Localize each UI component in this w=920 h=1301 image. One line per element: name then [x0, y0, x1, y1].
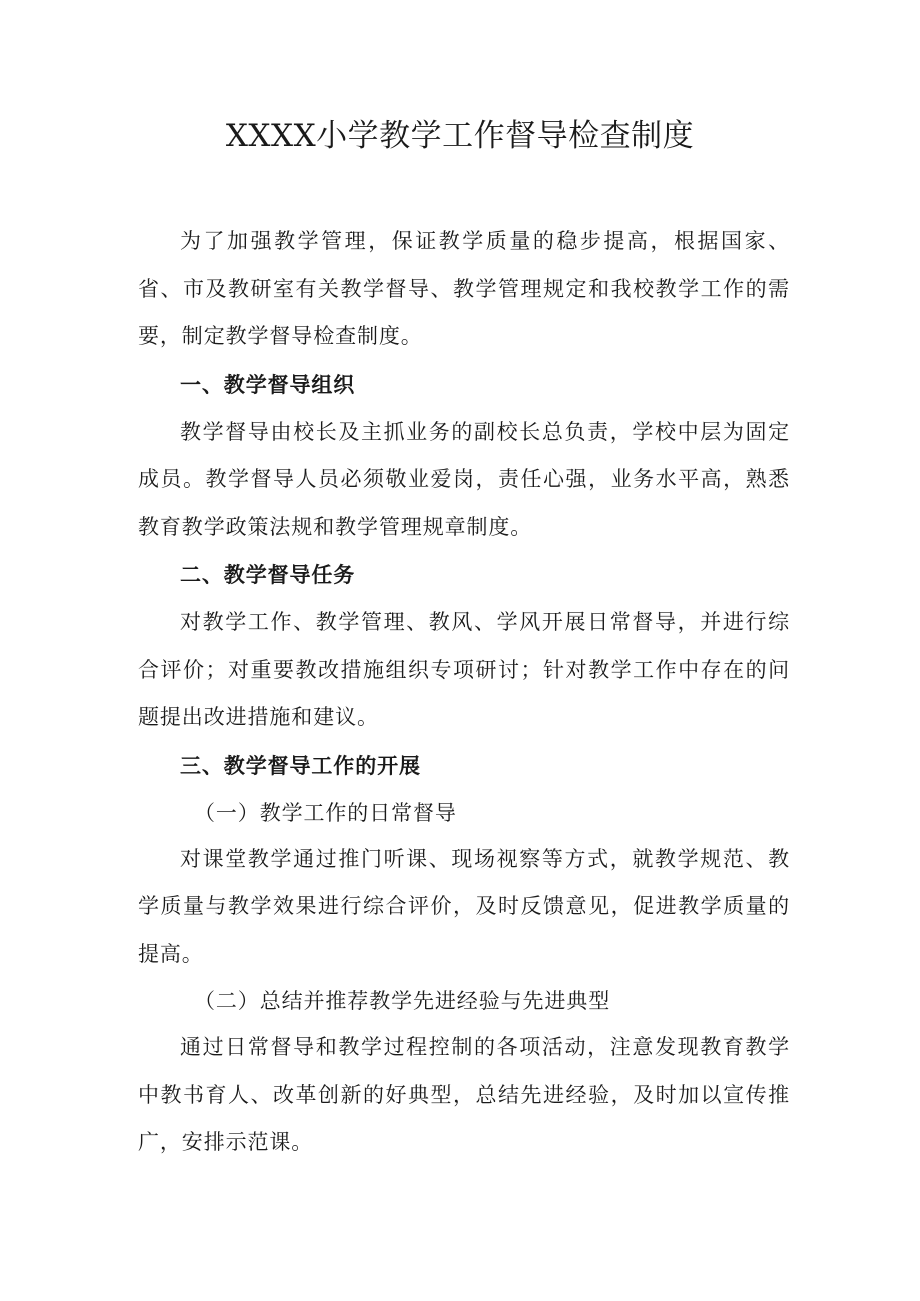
- subsection-2-heading: （二）总结并推荐教学先进经验与先进典型: [194, 989, 611, 1013]
- subsection-1-paragraph: 对课堂教学通过推门听课、现场视察等方式，就教学规范、教学质量与教学效果进行综合评价，及时反馈意见，促进教学质量的提高。: [138, 846, 790, 966]
- subsection-1-heading: （一）教学工作的日常督导: [194, 800, 457, 825]
- section-3-heading: 三、教学督导工作的开展: [180, 753, 421, 778]
- subsection-2-paragraph: 通过日常督导和教学过程控制的各项活动，注意发现教育教学中教书育人、改革创新的好典型，总结先进经验，及时加以宣传推广，安排示范课。: [138, 1035, 790, 1154]
- intro-paragraph: 为了加强教学管理，保证教学质量的稳步提高，根据国家、省、市及教研室有关教学督导、教学管理规定和我校教学工作的需要，制定教学督导检查制度。: [138, 229, 790, 348]
- section-1-heading: 一、教学督导组织: [180, 372, 356, 397]
- section-1-paragraph: 教学督导由校长及主抓业务的副校长总负责，学校中层为固定成员。教学督导人员必须敬业爱岗，责任心强，业务水平高，熟悉教育教学政策法规和教学管理规章制度。: [138, 419, 790, 539]
- document-title: XXXX小学教学工作督导检查制度: [225, 118, 695, 154]
- section-2-paragraph: 对教学工作、教学管理、教风、学风开展日常督导，并进行综合评价；对重要教改措施组织专项研讨；针对教学工作中存在的问题提出改进措施和建议。: [138, 610, 790, 729]
- document-body: [138, 218, 790, 1167]
- section-2-heading: 二、教学督导任务: [180, 563, 356, 587]
